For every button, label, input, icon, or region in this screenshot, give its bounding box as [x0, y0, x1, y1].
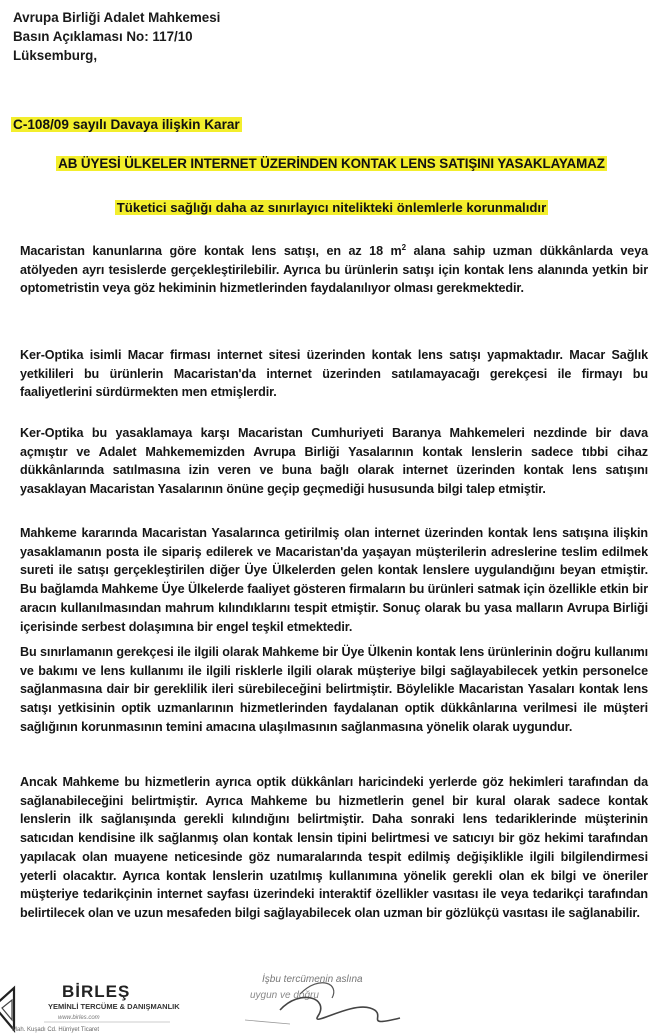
paragraph-1: [20, 242, 648, 298]
case-title: [11, 117, 242, 132]
paragraph-3: Ker-Optika bu yasaklamaya karşı Macaristan Cumhuriyeti Baranya Mahkemeleri nezdinde bir dava açmıştır ve Adalet Mahkememizden Avrupa Birliği Yasalarının kontak lenslerin sadece tıbbi cihaz dükkânlarında satılmasına izin veren ve buna bağlı olarak internet üzerinden kontak lens satışını yasaklayan Macaristan Yasalarının önüne geçip geçmediği hususunda bilgi talep etmiştir.: [20, 426, 648, 497]
svg-text:BİRLEŞ: BİRLEŞ: [62, 982, 131, 1001]
svg-text:Mah. Kuşadı Cd. Hürriyet Ticar: Mah. Kuşadı Cd. Hürriyet Ticaret: [12, 1027, 100, 1033]
paragraph-1-end: alana sahip uzman dükkânlarda veya atölyeden ayrı tesislerde gerçekleştirilebilir. Ayrıca bu ürünlerin satışı için kontak lens alanında yetkin bir optometristin veya göz hekiminin hizmetlerinden faydalanılıyor olması gerekmektedir.: [20, 244, 648, 296]
subheadline-text: Tüketici sağlığı daha az sınırlayıcı nitelikteki önlemlerle korunmalıdır: [116, 200, 547, 215]
svg-text:İşbu tercümenin aslına: İşbu tercümenin aslına: [262, 974, 363, 985]
certification-stamp: [240, 968, 440, 1036]
press-release-number: Basın Açıklaması No: 117/10: [13, 29, 193, 44]
press-header: [13, 8, 220, 65]
subheadline: [0, 200, 663, 215]
court-name: Avrupa Birliği Adalet Mahkemesi: [13, 10, 221, 25]
paragraph-4: Mahkeme kararında Macaristan Yasalarınca getirilmiş olan internet üzerinden kontak lens satışına ilişkin yasaklamanın posta ile sipariş edilerek ve Macaristan'da yaşayan müşterilerin adreslerine teslim edilmek sureti ile satışı gerçekleştirilen diğer Üye Ülkelerden gelen kontak lenslere uygulandığını beyan etmiştir. Bu bağlamda Mahkeme Üye Ülkelerde faaliyet gösteren firmaların bu ürünleri satmak için özellikle etkin bir aracın kullanılmasından mahrum kılındıklarını tespit etmiştir. Sonuç olarak bu yasa malların Avrupa Birliği içerisinde serbest dolaşımına bir engel teşkil etmektedir.: [20, 526, 648, 634]
case-title-text: C-108/09 sayılı Davaya ilişkin Karar: [13, 117, 240, 132]
paragraph-2: Ker-Optika isimli Macar firması internet sitesi üzerinden kontak lens satışı yapmaktadır. Macar Sağlık yetkilileri bu ürünlerin Macaristan'da internet üzerinden satılamayacağı gerekçesi ile firmayı bu faaliyetlerini sürdürmekten men etmişlerdir.: [20, 348, 648, 400]
paragraph-1-start: Macaristan kanunlarına göre kontak lens satışı, en az 18 m: [20, 244, 402, 258]
paragraph-6: Ancak Mahkeme bu hizmetlerin ayrıca optik dükkânları haricindeki yerlerde göz hekimleri tarafından da sağlanabileceğini belirtmiştir. Ayrıca Mahkeme bu hizmetlerin genel bir kural olarak sadece kontak lenslerin ilk sağlanışında gerekli kılındığını belirtmiştir. Daha sonraki lens tedariklerinde müşterinin satıcıdan kendisine ilk sağlanmış olan kontak lensin tipini belirtmesi ve satıcıyı bir göz hekimi tarafından yapılacak olan muayene neticesinde göz numaralarında tespit edilmiş değişiklikle ilgili bilgilendirmesi yeterli olacaktır. Ayrıca kontak lenslerin uzatılmış kullanımına yönelik gerekli olan ek bilgi ve öneriler müşteriye tedarikçinin internet sayfası üzerindeki interaktif özellikler vasıtası ile veya tedarikçi tarafından belirtilecek olan ve uzun mesafeden bilgi sağlayabilecek olan uzman bir gözlükçü vasıtası ile sağlanabilir.: [20, 775, 648, 920]
company-stamp: [0, 976, 180, 1036]
headline-text: AB ÜYESİ ÜLKELER INTERNET ÜZERİNDEN KONTAK LENS SATIŞINI YASAKLAYAMAZ: [58, 156, 605, 171]
svg-text:uygun ve doğru: uygun ve doğru: [250, 990, 319, 1001]
city-line: Lüksemburg,: [13, 48, 98, 63]
svg-text:www.birles.com: www.birles.com: [58, 1015, 100, 1021]
headline: [0, 156, 663, 171]
paragraph-5: Bu sınırlamanın gerekçesi ile ilgili olarak Mahkeme bir Üye Ülkenin kontak lens ürünlerinin doğru kullanımı ve bakımı ve lens kullanımı ile ilgili risklerle ilgili olarak müşteriye bilgi sağlayabilecek yetkin personelce sağlanmasına dair bir gereklilik ileri sürebileceğini belirtmiştir. Böylelikle Macaristan Yasaları kontak lens satışı yetkisinin optik uzmanlarının hizmetlerinden faydalanan optik dükkânlarına verilmesi ile müşteri sağlığının korunmasının temini amacına ulaşılmasının sağlanmasına yönelik olarak uygundur.: [20, 645, 648, 734]
superscript-2: 2: [401, 242, 406, 252]
svg-text:YEMİNLİ TERCÜME & DANIŞMANLIK: YEMİNLİ TERCÜME & DANIŞMANLIK: [48, 1002, 180, 1011]
